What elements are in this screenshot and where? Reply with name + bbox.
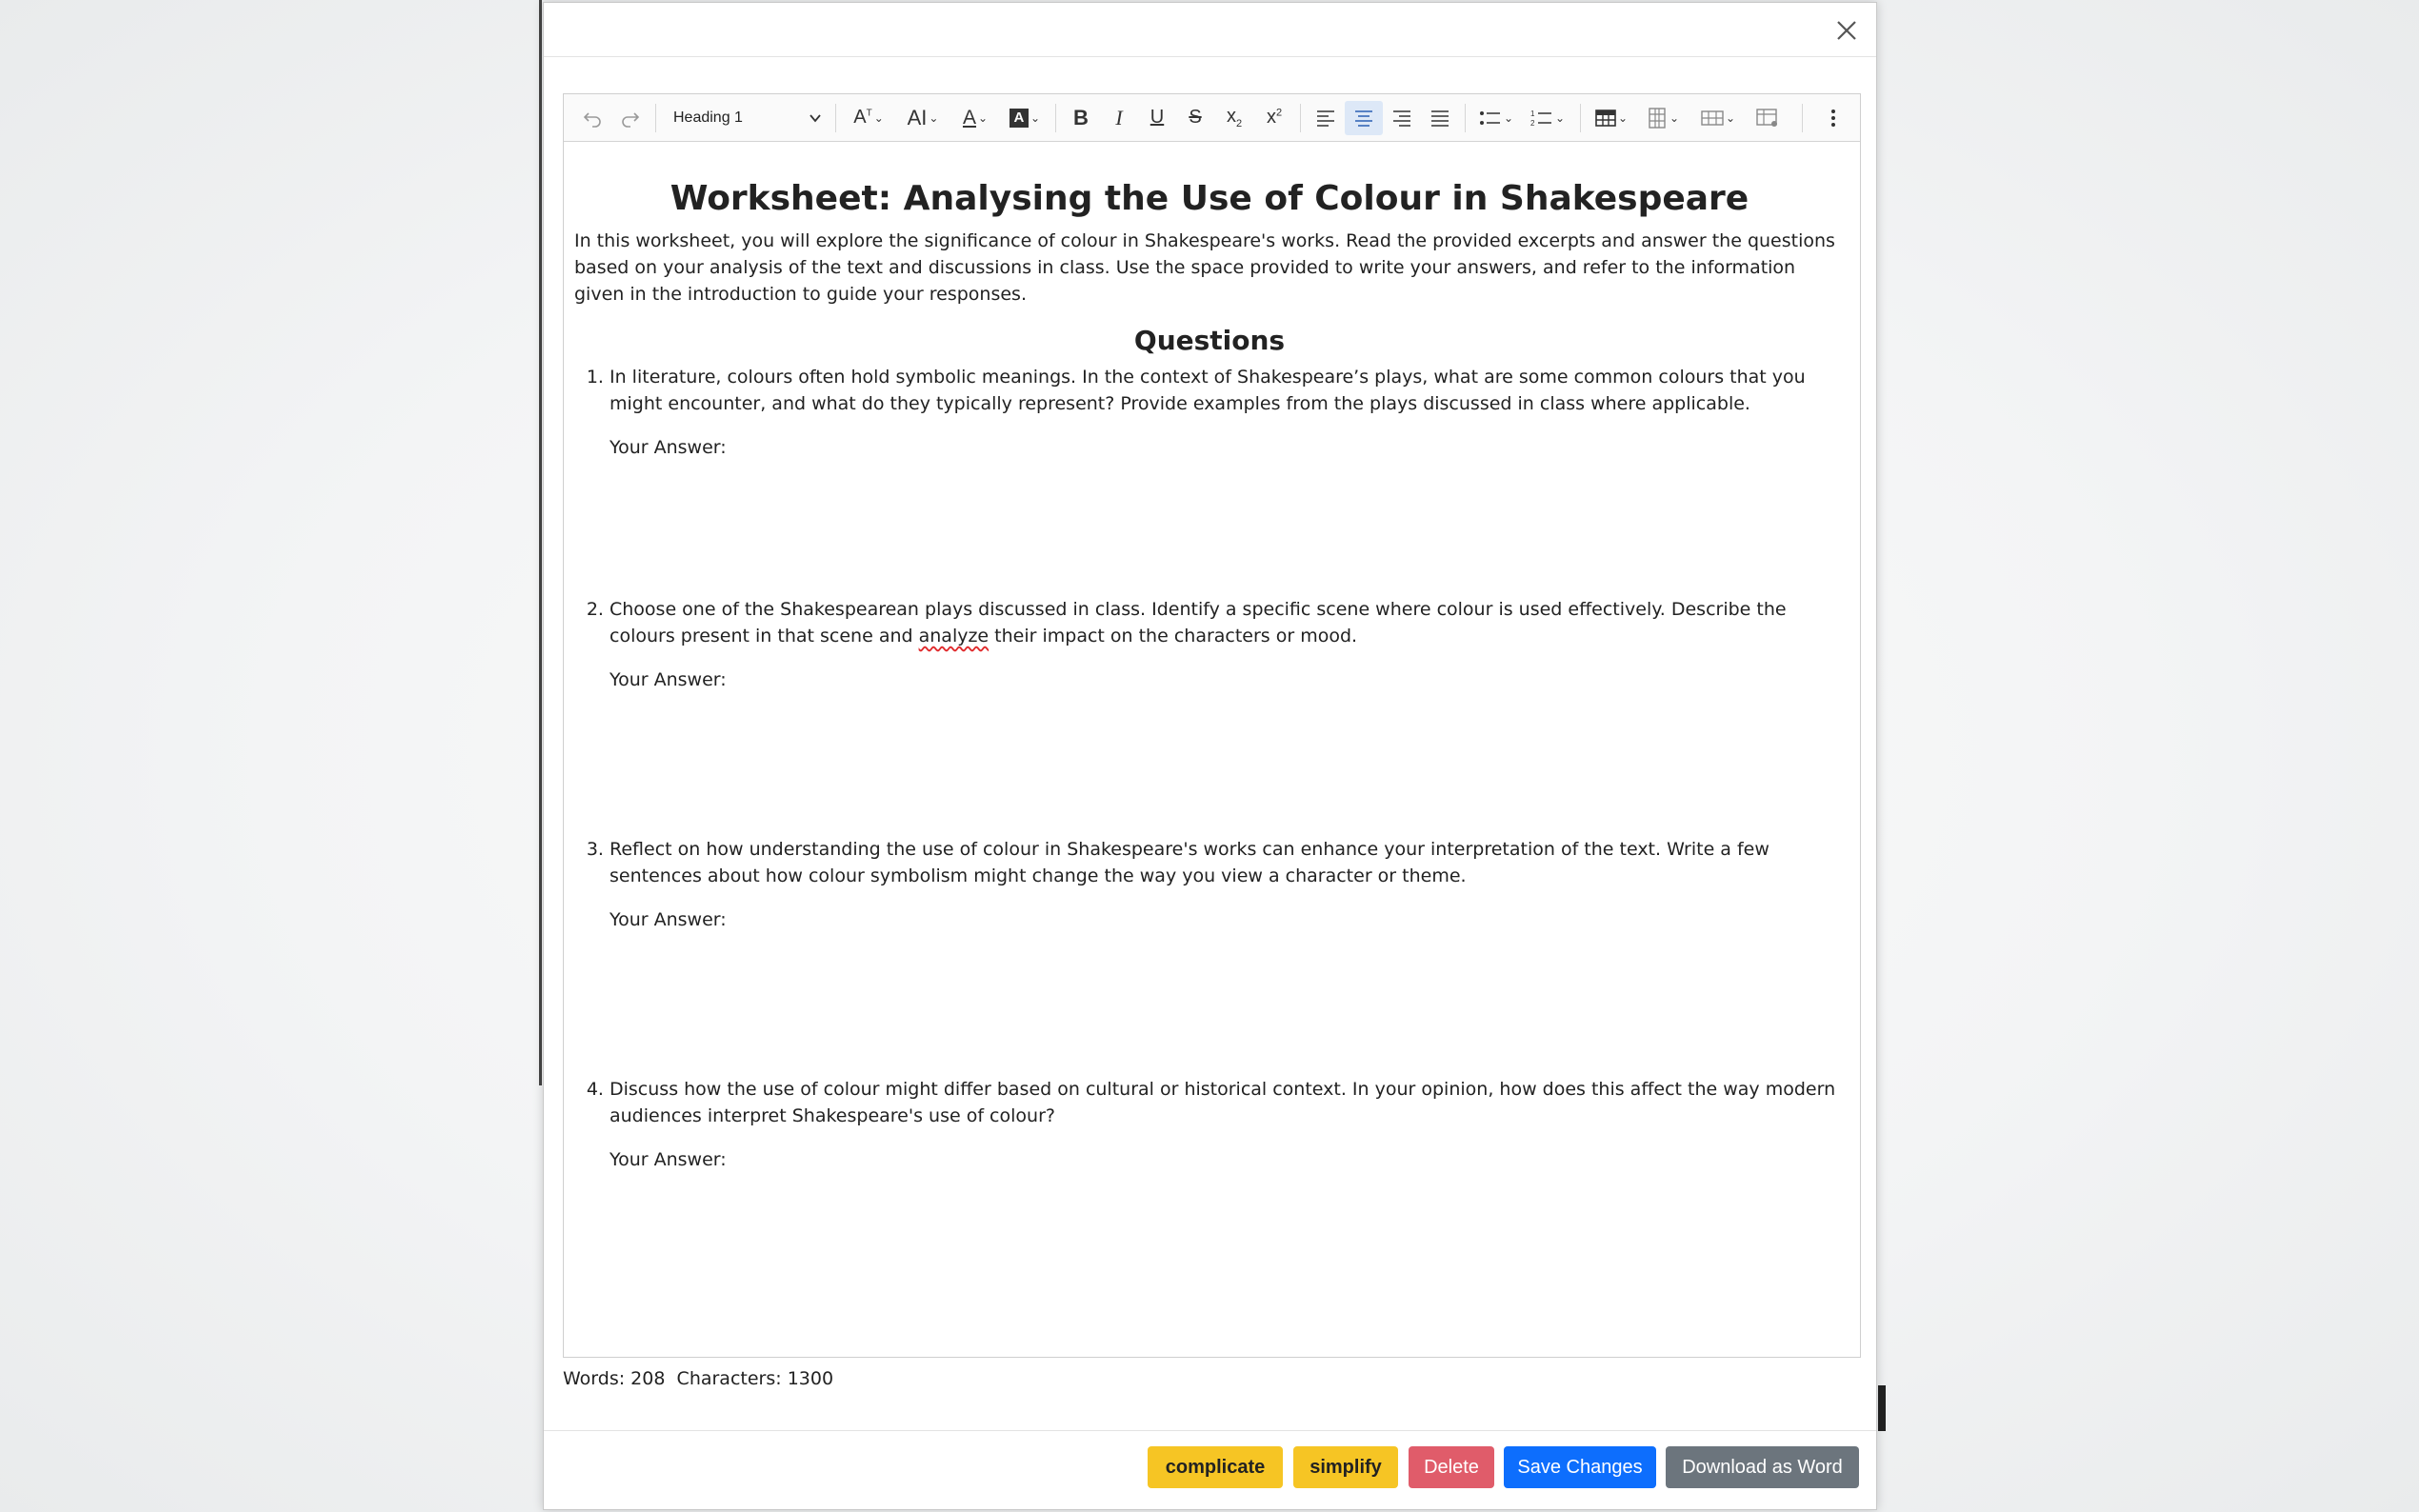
italic-icon: I <box>1115 105 1123 129</box>
font-size-dropdown[interactable] <box>895 101 950 135</box>
align-left-icon <box>1315 109 1336 128</box>
align-left-button[interactable] <box>1307 101 1345 135</box>
strikethrough-button[interactable] <box>1176 101 1214 135</box>
underline-icon: U <box>1150 107 1165 128</box>
chevron-down-icon: ⌄ <box>1669 110 1680 125</box>
chevron-down-icon: ⌄ <box>929 110 939 125</box>
question-text: 3. Reflect on how understanding the use of colour in Shakespeare's works can enhance your interpretation of the text. Write a few sentences about how colour symbolism might change the way you view a character or theme. <box>610 839 1769 886</box>
superscript-icon: $x^2$ <box>1266 107 1283 128</box>
list-item <box>610 836 1845 1076</box>
numbered-list-icon <box>1530 109 1553 128</box>
intro-paragraph: In this worksheet, you will explore the significance of colour in Shakespeare's works. Read the provided excerpts and answer the questions based on your analysis of the text and discussions in class. Use the space provided to write your answers, and refer to the information given in the introduction to guide your responses. <box>574 230 1835 305</box>
table-column-icon <box>1647 108 1668 129</box>
question-text-part: Choose one of the Shakespearean plays discussed in class. Identify a specific scene where colour is used effectively. Describe the colours present in that scene and <box>610 599 1787 647</box>
font-color-icon: A <box>962 106 976 129</box>
italic-button[interactable] <box>1100 101 1138 135</box>
svg-text:2: 2 <box>1529 118 1535 128</box>
answer-label: Your Answer: <box>610 909 727 930</box>
svg-text:1: 1 <box>1529 109 1535 118</box>
toolbar-divider <box>1802 104 1803 132</box>
question-text-part: their impact on the characters or mood. <box>989 626 1358 647</box>
subscript-button[interactable] <box>1214 101 1254 135</box>
merge-cells-icon <box>1756 108 1779 129</box>
table-row-icon <box>1701 109 1724 128</box>
font-family-icon: $A^T$ <box>853 107 872 128</box>
align-justify-icon <box>1429 109 1450 128</box>
bold-icon: B <box>1073 105 1089 129</box>
font-color-dropdown[interactable] <box>950 101 1000 135</box>
toolbar-divider <box>655 104 656 132</box>
chevron-down-icon: ⌄ <box>1617 110 1629 125</box>
font-family-dropdown[interactable] <box>842 101 895 135</box>
question-text: 1. In literature, colours often hold symbolic meanings. In the context of Shakespeare’s plays, what are some common colours that you might encounter, and what do they typically represent? Provide examples from the plays discussed in class where applicable. <box>610 367 1806 414</box>
question-text: 4. Discuss how the use of colour might differ based on cultural or historical context. In your opinion, how does this affect the way modern audiences interpret Shakespeare's use of colour? <box>610 1079 1836 1126</box>
font-size-icon: AI <box>907 105 928 129</box>
table-icon <box>1595 109 1616 128</box>
block-format-value: Heading 1 <box>673 109 743 126</box>
edit-worksheet-modal <box>543 2 1877 1510</box>
answer-space <box>610 693 1845 836</box>
chevron-down-icon: ⌄ <box>1554 110 1566 125</box>
editor-toolbar <box>564 94 1860 142</box>
chevron-down-icon: ⌄ <box>1503 110 1514 125</box>
chevron-down-icon: ⌄ <box>1725 110 1736 125</box>
align-center-button[interactable] <box>1345 101 1383 135</box>
toolbar-divider <box>1465 104 1466 132</box>
questions-list <box>574 364 1845 1287</box>
subscript-icon: $x_2$ <box>1226 106 1243 129</box>
answer-label: Your Answer: <box>610 669 727 690</box>
align-center-icon <box>1353 109 1374 128</box>
table-column-dropdown[interactable] <box>1636 101 1689 135</box>
undo-icon[interactable] <box>573 101 611 135</box>
background-edge <box>1878 1385 1886 1431</box>
simplify-button[interactable]: simplify <box>1293 1446 1398 1488</box>
numbered-list-dropdown[interactable] <box>1521 101 1574 135</box>
align-justify-button[interactable] <box>1421 101 1459 135</box>
word-count: Words: 208 <box>563 1368 666 1389</box>
close-icon[interactable] <box>1830 14 1863 47</box>
background-edge <box>539 0 542 1085</box>
answer-space <box>610 1173 1845 1287</box>
modal-header <box>544 3 1876 57</box>
list-item <box>610 1076 1845 1287</box>
delete-button[interactable]: Delete <box>1409 1446 1494 1488</box>
block-format-dropdown[interactable] <box>662 101 830 135</box>
toolbar-divider <box>835 104 836 132</box>
question-text <box>610 596 1845 649</box>
highlight-icon: A <box>1010 109 1029 128</box>
insert-table-dropdown[interactable] <box>1587 101 1636 135</box>
superscript-button[interactable] <box>1254 101 1294 135</box>
table-row-dropdown[interactable] <box>1689 101 1747 135</box>
chevron-down-icon: ⌄ <box>1030 110 1041 125</box>
toolbar-divider <box>1580 104 1581 132</box>
document-title: Worksheet: Analysing the Use of Colour in Shakespeare <box>670 179 1749 218</box>
character-count: Characters: 1300 <box>676 1368 834 1389</box>
questions-heading: Questions <box>1133 325 1286 356</box>
toolbar-divider <box>1055 104 1056 132</box>
answer-label: Your Answer: <box>610 1149 727 1170</box>
download-word-button[interactable]: Download as Word <box>1666 1446 1859 1488</box>
more-vertical-icon <box>1830 109 1836 128</box>
strikethrough-icon: S <box>1189 107 1202 128</box>
rich-text-editor <box>563 93 1861 1358</box>
editor-content[interactable] <box>564 143 1860 1356</box>
align-right-icon <box>1391 109 1412 128</box>
toolbar-divider <box>1300 104 1301 132</box>
merge-cells-button[interactable] <box>1747 101 1789 135</box>
list-item <box>610 596 1845 836</box>
chevron-down-icon <box>809 111 822 125</box>
chevron-down-icon: ⌄ <box>977 110 989 125</box>
chevron-down-icon: ⌄ <box>873 110 884 125</box>
modal-footer <box>544 1430 1876 1510</box>
bullet-list-icon <box>1479 109 1502 128</box>
bullet-list-dropdown[interactable] <box>1471 101 1521 135</box>
answer-space <box>610 933 1845 1076</box>
word-count-status <box>563 1368 833 1389</box>
answer-space <box>610 461 1845 596</box>
underline-button[interactable] <box>1138 101 1176 135</box>
more-options-button[interactable] <box>1814 101 1852 135</box>
answer-label: Your Answer: <box>610 437 727 458</box>
list-item <box>610 364 1845 596</box>
bold-button[interactable] <box>1062 101 1100 135</box>
background-color-dropdown[interactable] <box>1000 101 1050 135</box>
complicate-button[interactable]: complicate <box>1148 1446 1283 1488</box>
save-changes-button[interactable]: Save Changes <box>1504 1446 1656 1488</box>
spellcheck-flagged-word[interactable]: analyze <box>918 626 990 647</box>
redo-icon[interactable] <box>611 101 650 135</box>
align-right-button[interactable] <box>1383 101 1421 135</box>
